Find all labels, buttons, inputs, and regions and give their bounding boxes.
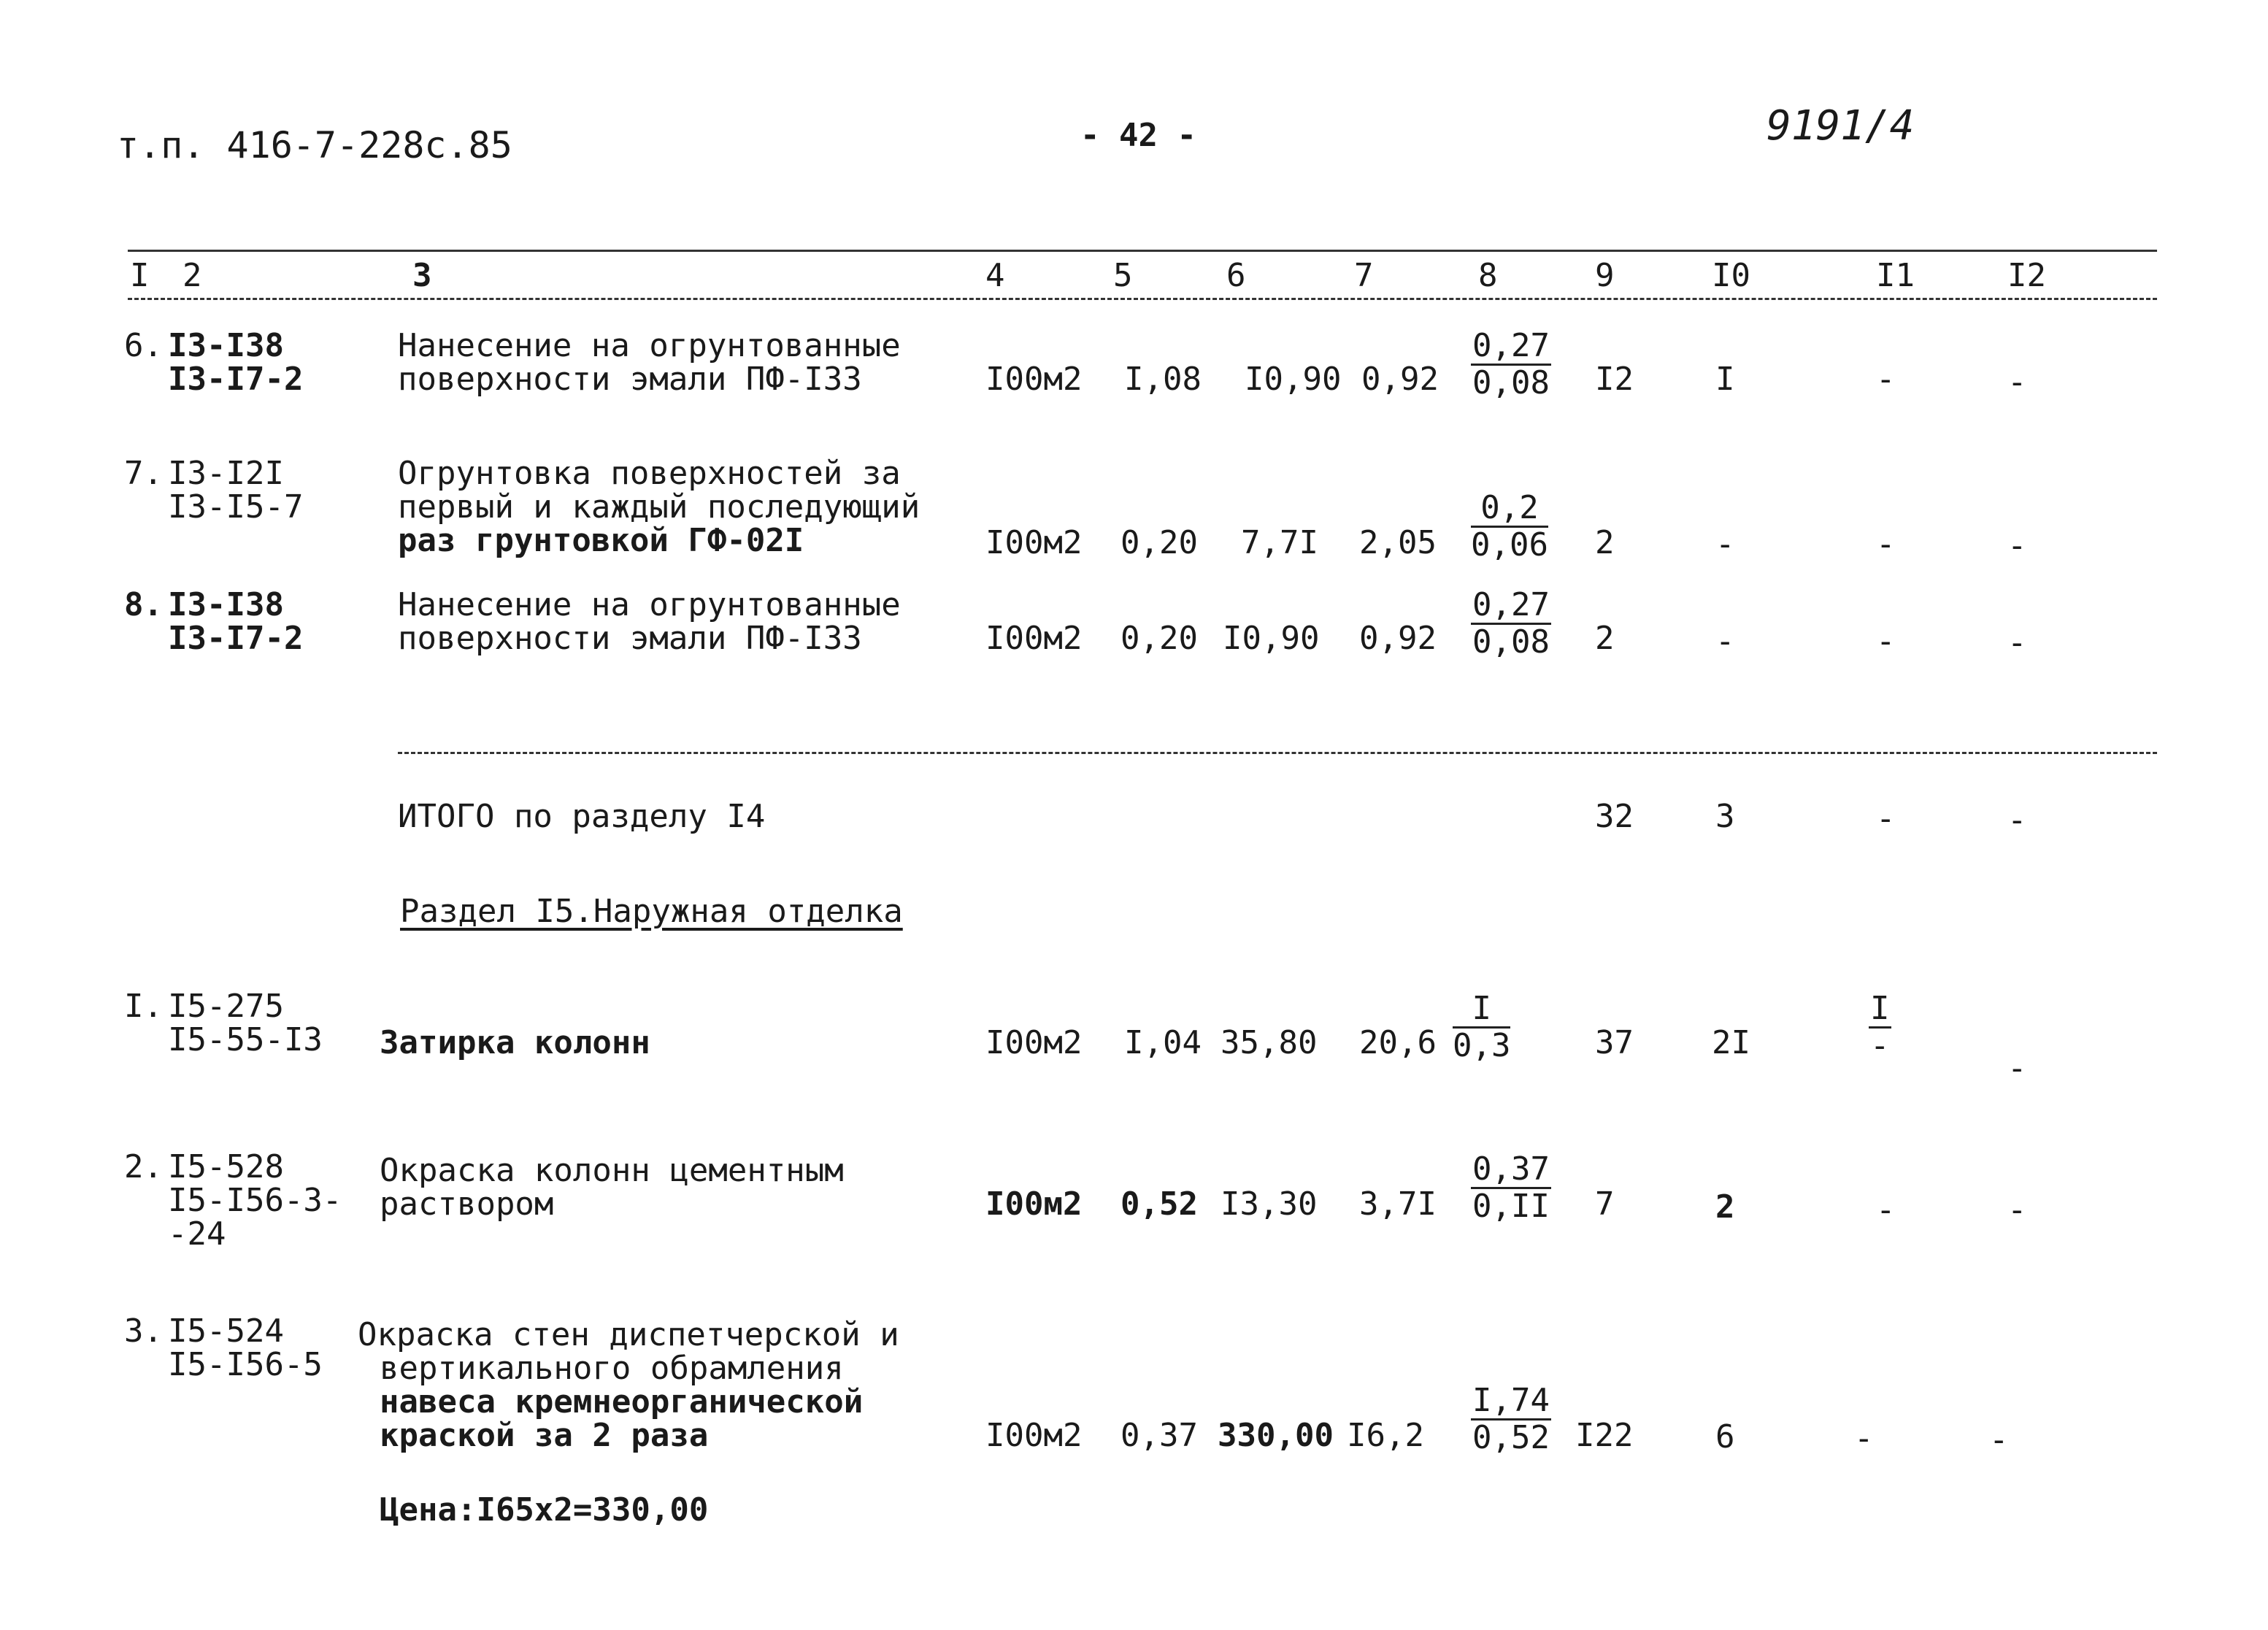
unit-cell: I00м2 xyxy=(985,1024,1083,1061)
norm-code: I5-I56-3- xyxy=(168,1182,342,1219)
norm-code: I3-I2I xyxy=(168,455,284,492)
unit-cell: I00м2 xyxy=(985,524,1083,561)
fraction-denominator: 0,3 xyxy=(1453,1027,1511,1064)
quantity-cell: 0,20 xyxy=(1120,620,1198,657)
col12-cell: - xyxy=(2007,364,2027,401)
col11-cell: - xyxy=(1854,1420,1874,1457)
work-description: Нанесение на огрунтованные xyxy=(398,586,901,623)
fraction-cell xyxy=(1471,491,1548,563)
norm-code: I3-I5-7 xyxy=(168,488,304,526)
fraction-denominator: 0,II xyxy=(1472,1188,1550,1225)
col10-cell: - xyxy=(1715,623,1735,660)
quantity-cell: 0,37 xyxy=(1120,1417,1198,1454)
work-description: Огрунтовка поверхностей за xyxy=(398,455,901,492)
row-number: 6. xyxy=(124,327,163,364)
col12-cell: - xyxy=(2007,801,2027,839)
fraction-denominator: 0,06 xyxy=(1471,526,1548,564)
col9-cell: 7 xyxy=(1595,1185,1615,1223)
unit-cell: I00м2 xyxy=(985,620,1083,657)
column-number: 7 xyxy=(1354,257,1374,294)
col11-cell: - xyxy=(1876,623,1896,660)
fraction-numerator: 0,27 xyxy=(1472,327,1550,364)
fraction-cell xyxy=(1471,588,1551,660)
row-number: I. xyxy=(124,988,163,1025)
norm-code: I5-528 xyxy=(168,1148,284,1185)
col11-cell: - xyxy=(1876,1191,1896,1229)
cost-cell: 0,92 xyxy=(1361,361,1439,398)
fraction-numerator: I,74 xyxy=(1472,1382,1550,1419)
fraction-denominator: 0,08 xyxy=(1472,623,1550,661)
work-description: краской за 2 раза xyxy=(380,1417,709,1454)
col12-cell: - xyxy=(1989,1421,2009,1458)
price-note: Цена:I65х2=330,00 xyxy=(380,1491,709,1529)
col10-cell: 2I xyxy=(1712,1024,1750,1061)
cost-cell: 2,05 xyxy=(1359,524,1437,561)
col10-cell: - xyxy=(1715,526,1735,563)
column-number: 9 xyxy=(1595,257,1615,294)
col9-cell: 2 xyxy=(1595,524,1615,561)
norm-code: I3-I38 xyxy=(168,327,284,364)
col11-cell: - xyxy=(1876,361,1896,398)
price-cell: I0,90 xyxy=(1223,620,1320,657)
col12-cell: - xyxy=(2007,624,2027,661)
column-number: I1 xyxy=(1876,257,1915,294)
fraction-cell xyxy=(1471,328,1551,401)
column-number: 4 xyxy=(985,257,1005,294)
row-number: 8. xyxy=(124,586,163,623)
cost-cell: I6,2 xyxy=(1347,1417,1424,1454)
column-number: I2 xyxy=(2007,257,2046,294)
work-description: Окраска стен диспетчерской и xyxy=(358,1316,899,1353)
fraction-numerator: 0,27 xyxy=(1472,586,1550,623)
fraction-numerator: 0,37 xyxy=(1472,1150,1550,1188)
norm-code: I5-524 xyxy=(168,1312,284,1350)
work-description: поверхности эмали ПФ-I33 xyxy=(398,620,862,657)
subtotal-label: ИТОГО по разделу I4 xyxy=(398,798,766,835)
price-cell: 330,00 xyxy=(1218,1417,1334,1454)
column-number: I xyxy=(130,257,150,294)
col10-cell: 6 xyxy=(1715,1418,1735,1456)
work-description: навеса кремнеорганической xyxy=(380,1383,864,1421)
column-number: I0 xyxy=(1712,257,1750,294)
norm-code: I3-I38 xyxy=(168,586,284,623)
cost-cell: 0,92 xyxy=(1359,620,1437,657)
page-number: - 42 - xyxy=(1080,117,1196,154)
col11-cell: - xyxy=(1876,800,1896,837)
col9-cell: 32 xyxy=(1595,798,1634,835)
work-description: раз грунтовкой ГФ-02I xyxy=(398,522,804,559)
col12-cell: - xyxy=(2007,1191,2027,1229)
column-number: 8 xyxy=(1478,257,1498,294)
norm-code: I3-I7-2 xyxy=(168,361,304,398)
norm-code: I5-55-I3 xyxy=(168,1021,323,1058)
fraction-cell xyxy=(1869,991,1891,1064)
fraction-denominator: 0,52 xyxy=(1472,1419,1550,1456)
cost-cell: 3,7I xyxy=(1359,1185,1437,1223)
work-description: Окраска колонн цементным xyxy=(380,1152,844,1189)
column-number: 3 xyxy=(412,257,432,294)
price-cell: 35,80 xyxy=(1221,1024,1318,1061)
section-separator-rule xyxy=(398,752,2157,754)
table-top-rule xyxy=(128,250,2157,252)
document-code: т.п. 416-7-228с.85 xyxy=(117,124,512,166)
row-number: 2. xyxy=(124,1148,163,1185)
col9-cell: 2 xyxy=(1595,620,1615,657)
norm-code: -24 xyxy=(168,1215,226,1253)
sheet-reference: 9191/4 xyxy=(1767,102,1915,150)
row-number: 7. xyxy=(124,455,163,492)
work-description: поверхности эмали ПФ-I33 xyxy=(398,361,862,398)
col9-cell: 37 xyxy=(1595,1024,1634,1061)
row-number: 3. xyxy=(124,1312,163,1350)
unit-cell: I00м2 xyxy=(985,1417,1083,1454)
fraction-denominator: - xyxy=(1870,1027,1890,1064)
col10-cell: 2 xyxy=(1715,1188,1735,1226)
quantity-cell: 0,52 xyxy=(1120,1185,1198,1223)
work-description: первый и каждый последующий xyxy=(398,488,920,526)
price-cell: I3,30 xyxy=(1221,1185,1318,1223)
col11-cell: - xyxy=(1876,526,1896,563)
norm-code: I3-I7-2 xyxy=(168,620,304,657)
col12-cell: - xyxy=(2007,527,2027,564)
fraction-numerator: 0,2 xyxy=(1471,491,1548,528)
fraction-denominator: 0,08 xyxy=(1472,364,1550,401)
quantity-cell: I,08 xyxy=(1124,361,1202,398)
col12-cell: - xyxy=(2007,1050,2027,1087)
work-description: Затирка колонн xyxy=(380,1024,650,1061)
price-cell: I0,90 xyxy=(1245,361,1342,398)
quantity-cell: I,04 xyxy=(1124,1024,1202,1061)
unit-cell: I00м2 xyxy=(985,361,1083,398)
fraction-numerator: I xyxy=(1453,991,1510,1029)
col10-cell: 3 xyxy=(1715,798,1735,835)
section-title: Раздел I5.Наружная отделка xyxy=(400,893,903,930)
fraction-cell xyxy=(1471,1383,1551,1456)
col10-cell: I xyxy=(1715,361,1735,398)
fraction-cell xyxy=(1453,991,1510,1064)
work-description: раствором xyxy=(380,1185,554,1223)
col9-cell: I22 xyxy=(1575,1417,1634,1454)
work-description: вертикального обрамления xyxy=(380,1350,844,1387)
fraction-cell xyxy=(1471,1152,1551,1224)
norm-code: I5-I56-5 xyxy=(168,1346,323,1383)
column-number: 6 xyxy=(1226,257,1246,294)
column-number: 5 xyxy=(1113,257,1133,294)
quantity-cell: 0,20 xyxy=(1120,524,1198,561)
fraction-numerator: I xyxy=(1870,990,1890,1027)
price-cell: 7,7I xyxy=(1241,524,1318,561)
work-description: Нанесение на огрунтованные xyxy=(398,327,901,364)
column-header-rule xyxy=(128,298,2157,300)
norm-code: I5-275 xyxy=(168,988,284,1025)
column-number: 2 xyxy=(182,257,202,294)
cost-cell: 20,6 xyxy=(1359,1024,1437,1061)
col9-cell: I2 xyxy=(1595,361,1634,398)
unit-cell: I00м2 xyxy=(985,1185,1083,1223)
